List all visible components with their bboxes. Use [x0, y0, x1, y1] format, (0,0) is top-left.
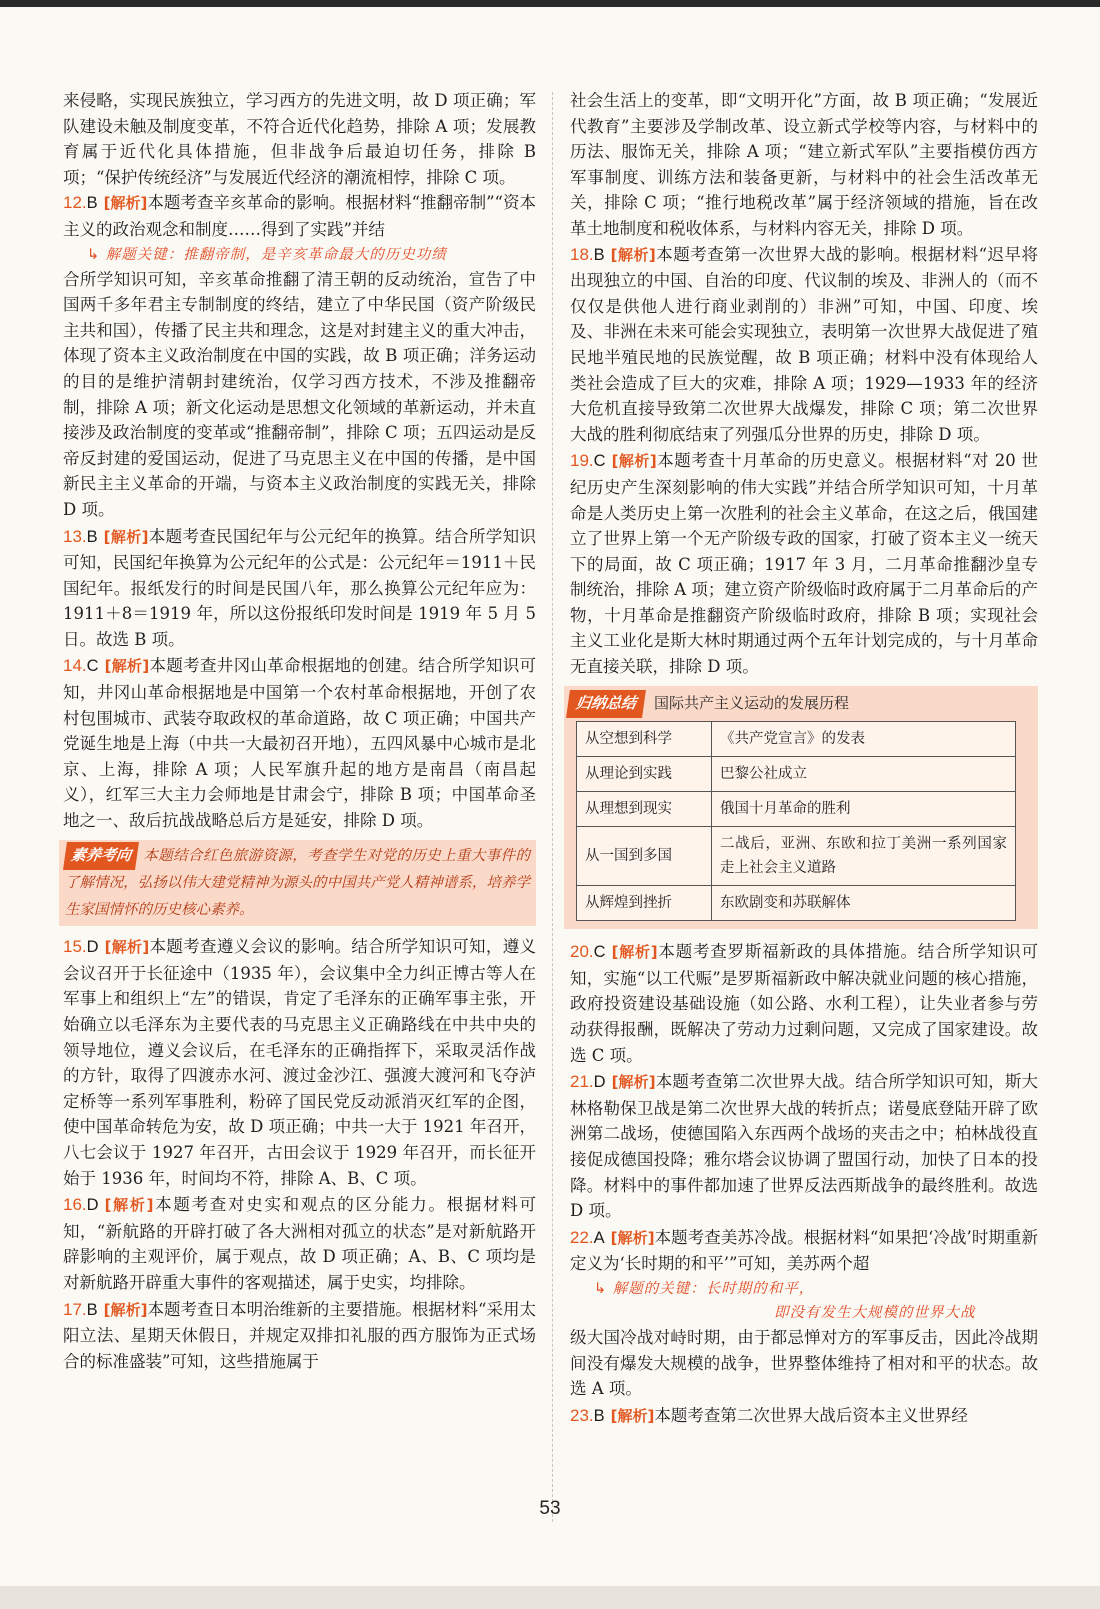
- box-text: 本题结合红色旅游资源，考查学生对党的历史上重大事件的了解情况，弘扬以伟大建党精神为源头的中国共产党人精神谱系，培养学生家国情怀的历史核心素养。: [65, 847, 530, 919]
- answer-text: 本题考查美苏冷战。根据材料“如果把‘冷战’时期重新定义为‘长时期的和平’”可知，美苏两个超: [570, 1227, 1038, 1274]
- summary-box: [564, 686, 1038, 930]
- answer-text: 本题考查辛亥革命的影响。根据材料“推翻帝制”“资本主义的政治观念和制度……得到了实践”并结: [63, 193, 536, 239]
- analysis-tag: [解析]: [104, 938, 150, 957]
- answer-text: 级大国冷战对峙时期，由于都忌惮对方的军事反击，因此冷战期间没有爆发大规模的战争，世界整体维持了相对和平的状态。故选 A 项。: [570, 1327, 1038, 1399]
- answer-14: [63, 653, 536, 833]
- analysis-tag: [解析]: [104, 657, 150, 676]
- left-column: [63, 88, 536, 1375]
- answer-16: [63, 1192, 536, 1295]
- answer-number: 20.: [570, 942, 594, 962]
- analysis-tag: [解析]: [611, 1073, 656, 1092]
- answer-15: [63, 934, 536, 1191]
- answer-19: [570, 448, 1038, 679]
- answer-number: 16.: [63, 1195, 87, 1215]
- answer-letter: C: [593, 943, 606, 962]
- table-row: [577, 886, 1016, 921]
- table-cell-value: 东欧剧变和苏联解体: [712, 886, 1016, 921]
- answer-letter: B: [86, 527, 98, 546]
- answer-17: [63, 1297, 536, 1375]
- analysis-tag: [解析]: [610, 1228, 655, 1247]
- answer-number: 14.: [63, 656, 87, 676]
- answer-letter: B: [86, 194, 98, 213]
- page-number: 53: [539, 1498, 561, 1519]
- handwritten-note: ↳ 解题的关键：长时期的和平， 即没有发生大规模的世界大战: [594, 1280, 976, 1321]
- answer-letter: D: [593, 1073, 606, 1092]
- table-cell-key: 从空想到科学: [577, 722, 712, 757]
- answer-number: 13.: [63, 526, 87, 546]
- answer-22: [570, 1225, 1038, 1402]
- answer-text: 本题考查第二次世界大战。结合所学知识可知，斯大林格勒保卫战是第二次世界大战的转折点；诺曼底登陆开辟了欧洲第二战场，使德国陷入东西两个战场的夹击之中；柏林战役直接促成德国投降；雅尔塔会议协调了盟国行动，加快了日本的投降。材料中的事件都加速了世界反法西斯战争的最终胜利。故选 D 项。: [570, 1072, 1039, 1221]
- answer-letter: D: [86, 1196, 99, 1215]
- analysis-tag: [解析]: [103, 194, 148, 213]
- table-row: [577, 792, 1016, 827]
- answer-text: 本题考查井冈山革命根据地的创建。结合所学知识可知，井冈山革命根据地是中国第一个农村革命根据地，开创了农村包围城市、武装夺取政权的革命道路，故 C 项正确；中国共产党诞生地是上海（中共一大最初召开地），五四风暴中心城市是北京、上海，排除 A 项；人民军旗升起的地方是南昌（南昌起义），红军三大主力会师地是甘肃会宁，排除 B 项；中国革命圣地之一、敌后抗战战略总后方是延安，排除 D 项。: [63, 656, 537, 831]
- analysis-tag: [解析]: [103, 1300, 148, 1319]
- answer-letter: D: [86, 938, 99, 957]
- answer-number: 17.: [63, 1299, 87, 1319]
- answer-13: [63, 524, 536, 653]
- column-divider: [552, 92, 553, 1522]
- analysis-tag: [解析]: [103, 527, 149, 546]
- box-label: 素养考向: [63, 842, 139, 870]
- answer-text: 本题考查民国纪年与公元纪年的换算。结合所学知识可知，民国纪年换算为公元纪年的公式是：公元纪年＝1911＋民国纪年。报纸发行的时间是民国八年，那么换算公元纪年应为：1911＋8＝1919 年，所以这份报纸印发时间是 1919 年 5 月 5 日。故选 B 项。: [63, 526, 536, 649]
- table-row: [577, 722, 1016, 757]
- answer-18: [570, 242, 1038, 448]
- answer-letter: B: [593, 1406, 605, 1425]
- table-cell-value: 二战后，亚洲、东欧和拉丁美洲一系列国家走上社会主义道路: [712, 827, 1016, 886]
- summary-table: [576, 721, 1016, 921]
- analysis-tag: [解析]: [610, 245, 656, 264]
- scan-bottom-edge: [0, 1586, 1100, 1609]
- analysis-tag: [解析]: [611, 452, 657, 471]
- scan-top-edge: [0, 0, 1100, 7]
- answer-number: 12.: [63, 193, 87, 213]
- left-intro: 来侵略，实现民族独立，学习西方的先进文明，故 D 项正确；军队建设未触及制度变革，不符合近代化趋势，排除 A 项；发展教育属于近代化具体措施，但非战争后最迫切任务，排除 B 项；“保护传统经济”与发展近代经济的潮流相悖，排除 C 项。: [63, 91, 536, 187]
- answer-text: 本题考查遵义会议的影响。结合所学知识可知，遵义会议召开于长征途中（1935 年），会议集中全力纠正博古等人在军事上和组织上“左”的错误，肯定了毛泽东的正确军事主张，开始确立以毛泽东为主要代表的马克思主义正确路线在中共中央的领导地位，遵义会议后，在毛泽东的正确指挥下，采取灵活作战的方针，取得了四渡赤水河、渡过金沙江、强渡大渡河和飞夺泸定桥等一系列军事胜利，粉碎了国民党反动派消灭红军的企图，使中国革命转危为安，故 D 项正确；中共一大于 1921 年召开，八七会议于 1927 年召开，古田会议于 1929 年召开，而长征开始于 1936 年，时间均不符，排除 A、B、C 项。: [63, 937, 537, 1188]
- answer-text: 本题考查日本明治维新的主要措施。根据材料“采用太阳立法、星期天休假日，并规定双排扣礼服的西方服饰为正式场合的标准盛装”可知，这些措施属于: [63, 1299, 536, 1371]
- table-row: [577, 827, 1016, 886]
- answer-text: 本题考查罗斯福新政的具体措施。结合所学知识可知，实施“以工代赈”是罗斯福新政中解决就业问题的核心措施，政府投资建设基础设施（如公路、水利工程），让失业者参与劳动获得报酬，既解决了劳动力过剩问题，又完成了国家建设。故选 C 项。: [570, 942, 1038, 1065]
- answer-text: 本题考查第二次世界大战后资本主义世界经: [654, 1405, 968, 1425]
- answer-letter: B: [593, 245, 605, 264]
- answer-number: 22.: [570, 1227, 594, 1247]
- answer-letter: B: [86, 1300, 98, 1319]
- answer-number: 21.: [570, 1072, 594, 1092]
- answer-20: [570, 939, 1038, 1068]
- answer-23: [570, 1403, 1038, 1430]
- answer-text: 合所学知识可知，辛亥革命推翻了清王朝的反动统治，宣告了中国两千多年君主专制制度的终结，建立了中华民国（资产阶级民主共和国），传播了民主共和理念，这是对封建主义的重大冲击，体现了资本主义政治制度在中国的实践，故 B 项正确；洋务运动的目的是维护清朝封建统治，仅学习西方技术，不涉及推翻帝制，排除 A 项；新文化运动是思想文化领域的革新运动，并未直接涉及政治制度的变革或“推翻帝制”，排除 C 项；五四运动是反帝反封建的爱国运动，促进了马克思主义在中国的传播，是中国新民主主义革命的开端，与资本主义政治制度的实践无关，排除 D 项。: [63, 269, 536, 519]
- table-cell-key: 从理想到现实: [577, 792, 712, 827]
- answer-number: 19.: [570, 451, 594, 471]
- table-cell-value: 《共产党宣言》的发表: [712, 722, 1016, 757]
- table-cell-key: 从一国到多国: [577, 827, 712, 886]
- analysis-tag: [解析]: [104, 1196, 154, 1215]
- answer-number: 18.: [570, 244, 594, 264]
- answer-21: [570, 1069, 1038, 1224]
- summary-label: 归纳总结: [566, 690, 646, 718]
- answer-12: [63, 190, 536, 522]
- table-cell-value: 俄国十月革命的胜利: [712, 792, 1016, 827]
- answer-text: 本题考查第一次世界大战的影响。根据材料“迟早将出现独立的中国、自治的印度、代议制的埃及、非洲人的（而不仅仅是供他人进行商业剥削的）非洲”可知，中国、印度、埃及、非洲在未来可能会实现独立，表明第一次世界大战促进了殖民地半殖民地的民族觉醒，故 B 项正确；材料中没有体现给人类社会造成了巨大的灾难，排除 A 项；1929—1933 年的经济大危机直接导致第二次世界大战爆发，排除 C 项；第二次世界大战的胜利彻底结束了列强瓜分世界的历史，排除 D 项。: [570, 244, 1038, 444]
- handwritten-note: ↳ 解题关键：推翻帝制，是辛亥革命最大的历史功绩: [87, 246, 447, 263]
- summary-header: [568, 690, 1030, 718]
- right-column: [570, 88, 1038, 1430]
- table-cell-key: 从理论到实践: [577, 757, 712, 792]
- answer-letter: A: [593, 1228, 605, 1247]
- table-cell-key: 从辉煌到挫折: [577, 886, 712, 921]
- answer-text: 本题考查十月革命的历史意义。根据材料“对 20 世纪历史产生深刻影响的伟大实践”并结合所学知识可知，十月革命是人类历史上第一次胜利的社会主义革命，在这之后，俄国建立了世界上第一个无产阶级专政的国家，打破了资本主义一统天下的局面，故 C 项正确；1917 年 3 月，二月革命推翻沙皇专制统治，排除 A 项；建立资产阶级临时政府属于二月革命后的产物，十月革命是推翻资产阶级临时政府，排除 B 项；实现社会主义工业化是斯大林时期通过两个五年计划完成的，与十月革命无直接关联，排除 D 项。: [570, 451, 1039, 677]
- summary-title: 国际共产主义运动的发展历程: [654, 693, 850, 712]
- table-cell-value: 巴黎公社成立: [712, 757, 1016, 792]
- answer-number: 15.: [63, 937, 87, 957]
- answer-letter: C: [593, 452, 606, 471]
- answer-number: 23.: [570, 1405, 594, 1425]
- table-row: [577, 757, 1016, 792]
- analysis-tag: [解析]: [611, 943, 658, 962]
- right-intro: 社会生活上的变革，即“文明开化”方面，故 B 项正确；“发展近代教育”主要涉及学制改革、设立新式学校等内容，与材料中的历法、服饰无关，排除 A 项；“建立新式军队”主要指模仿西方军事制度、训练方法和装备更新，与材料中的社会生活改革无关，排除 C 项；“推行地税改革”属于经济领域的措施，旨在改革土地制度和税收体系，与材料内容无关，排除 D 项。: [570, 91, 1038, 238]
- analysis-tag: [解析]: [610, 1406, 655, 1425]
- literacy-direction-box: [59, 840, 536, 927]
- answer-letter: C: [86, 657, 99, 676]
- answer-text: 本题考查对史实和观点的区分能力。根据材料可知，“新航路的开辟打破了各大洲相对孤立的状态”是对新航路开辟影响的主观评价，属于观点，故 D 项正确；A、B、C 项均是对新航路开辟重大事件的客观描述，属于史实，均排除。: [63, 1195, 537, 1292]
